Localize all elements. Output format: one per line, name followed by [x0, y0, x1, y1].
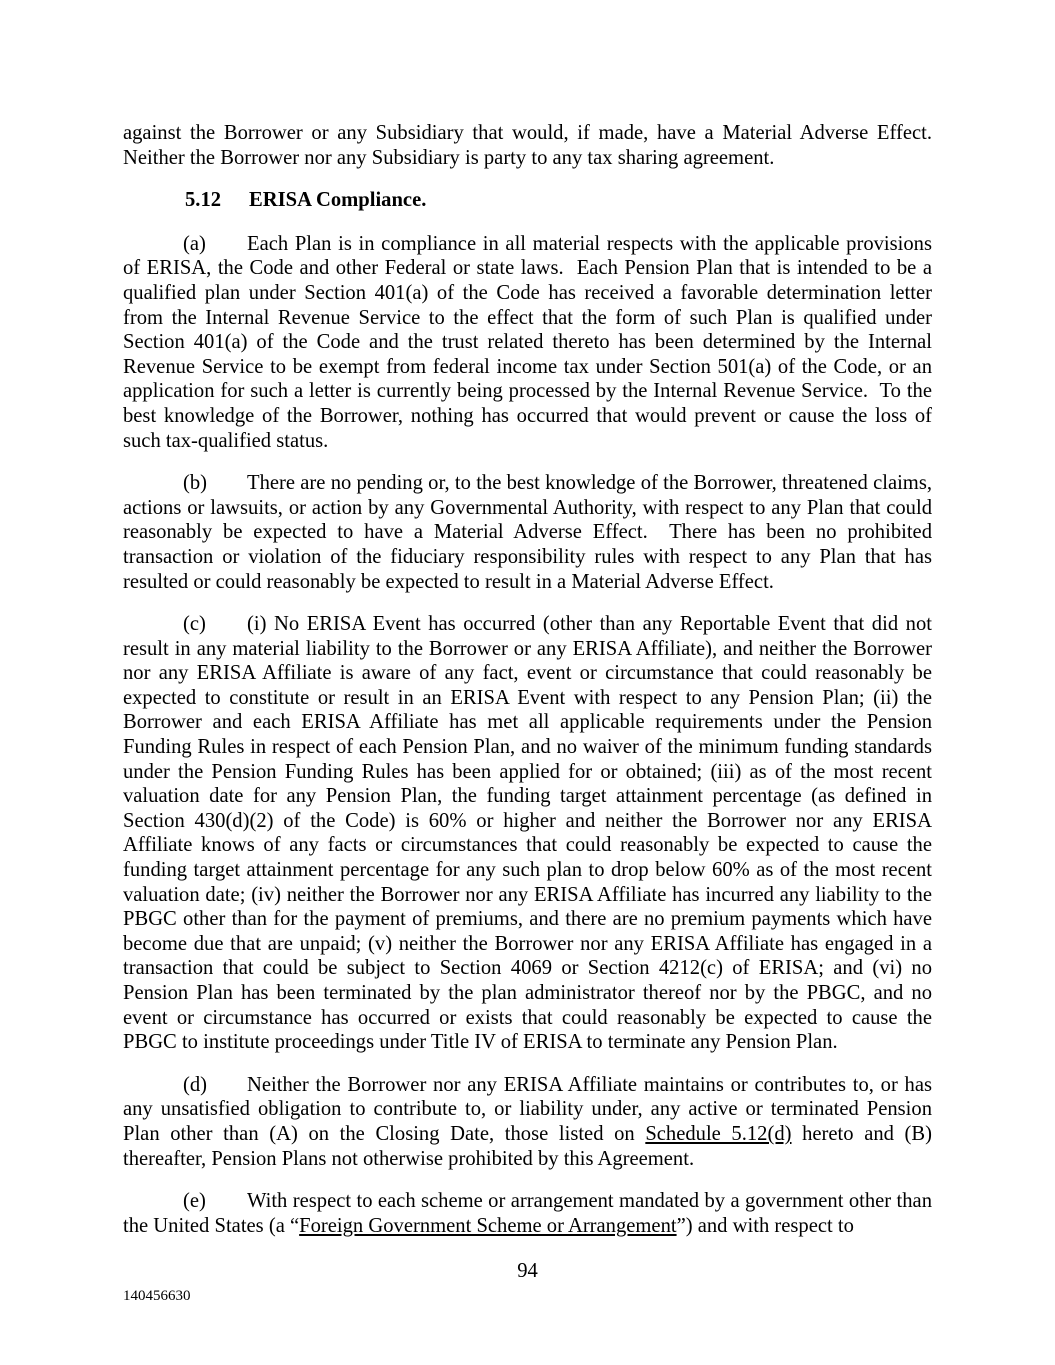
paragraph-a-label: (a) [183, 232, 206, 255]
paragraph-e-text-before: With respect to each scheme or arrangement mandated by a government other than the United States (a “ [123, 1190, 938, 1237]
section-heading [123, 188, 932, 213]
paragraph-a [123, 232, 938, 453]
paragraph-e [123, 1189, 938, 1238]
document-body [123, 121, 943, 1256]
paragraph-b [123, 471, 938, 594]
page-number: 94 [517, 1260, 538, 1282]
paragraph-d-text-before: Neither the Borrower nor any ERISA Affiliate maintains or contributes to, or has any unsatisfied obligation to contribute to, or liability under, any active or terminated Pension Plan other than (A) on the Closing Date, those listed on [123, 1073, 938, 1145]
paragraph-b-label: (b) [183, 472, 208, 495]
paragraph-c [123, 612, 938, 1055]
foreign-government-scheme-defined-term: Foreign Government Scheme or Arrangement [299, 1214, 677, 1237]
paragraph-c-label: (c) [183, 613, 206, 636]
section-title: ERISA Compliance. [249, 189, 427, 212]
paragraph-continuation-text: against the Borrower or any Subsidiary that would, if made, have a Material Adverse Effect. Neither the Borrower nor any Subsidiary is party to any tax sharing agreement. [123, 122, 943, 169]
paragraph-d [123, 1073, 938, 1171]
paragraph-continuation [123, 121, 943, 170]
paragraph-a-text: Each Plan is in compliance in all material respects with the applicable provisions of ERISA, the Code and other Federal or state laws. Each Pension Plan that is intended to be a qualified plan under Section 401(a) of the Code has received a favorable determination letter from the Internal Revenue Service to the effect that the form of such Plan is qualified under Section 401(a) of the Code and the trust related thereto has been determined by the Internal Revenue Service to be exempt from federal income tax under Section 501(a) of the Code, or an application for such a letter is currently being processed by the Internal Revenue Service. To the best knowledge of the Borrower, nothing has occurred that would prevent or cause the loss of such tax-qualified status. [123, 232, 938, 452]
document-control-number: 140456630 [123, 1288, 191, 1304]
paragraph-e-label: (e) [183, 1190, 206, 1213]
paragraph-b-text: There are no pending or, to the best knowledge of the Borrower, threatened claims, actions or lawsuits, or action by any Governmental Authority, with respect to any Plan that could reasonably be expected to have a Material Adverse Effect. There has been no prohibited transaction or violation of the fiduciary responsibility rules with respect to any Plan that has resulted or could reasonably be expected to result in a Material Adverse Effect. [123, 472, 938, 593]
paragraph-c-text: (i) No ERISA Event has occurred (other than any Reportable Event that did not result in any material liability to the Borrower or any ERISA Affiliate), and neither the Borrower nor any ERISA Affiliate is aware of any fact, event or circumstance that could reasonably be expected to constitute or result in an ERISA Event with respect to any Pension Plan; (ii) the Borrower and each ERISA Affiliate has met all applicable requirements under the Pension Funding Rules in respect of each Pension Plan, and no waiver of the minimum funding standards under the Pension Funding Rules has been applied for or obtained; (iii) as of the most recent valuation date for any Pension Plan, the funding target attainment percentage (as defined in Section 430(d)(2) of the Code) is 60% or higher and neither the Borrower nor any ERISA Affiliate knows of any facts or circumstances that could reasonably be expected to cause the funding target attainment percentage for any such plan to drop below 60% as of the most recent valuation date; (iv) neither the Borrower nor any ERISA Affiliate has incurred any liability to the PBGC other than for the payment of premiums, and there are no premium payments which have become due that are unpaid; (v) neither the Borrower nor any ERISA Affiliate has engaged in a transaction that could be subject to Section 4069 or Section 4212(c) of ERISA; and (vi) no Pension Plan has been terminated by the plan administrator thereof nor by the PBGC, and no event or circumstance has occurred or exists that could reasonably be expected to cause the PBGC to institute proceedings under Title IV of ERISA to terminate any Pension Plan. [123, 613, 938, 1054]
section-number: 5.12 [185, 189, 222, 212]
paragraph-e-text-after: ”) and with respect to [676, 1214, 854, 1237]
schedule-5-12d-reference: Schedule 5.12(d) [645, 1122, 792, 1145]
paragraph-d-text-after: hereto and (B) thereafter, Pension Plans not otherwise prohibited by this Agreement. [123, 1122, 938, 1170]
paragraph-d-label: (d) [183, 1073, 208, 1096]
